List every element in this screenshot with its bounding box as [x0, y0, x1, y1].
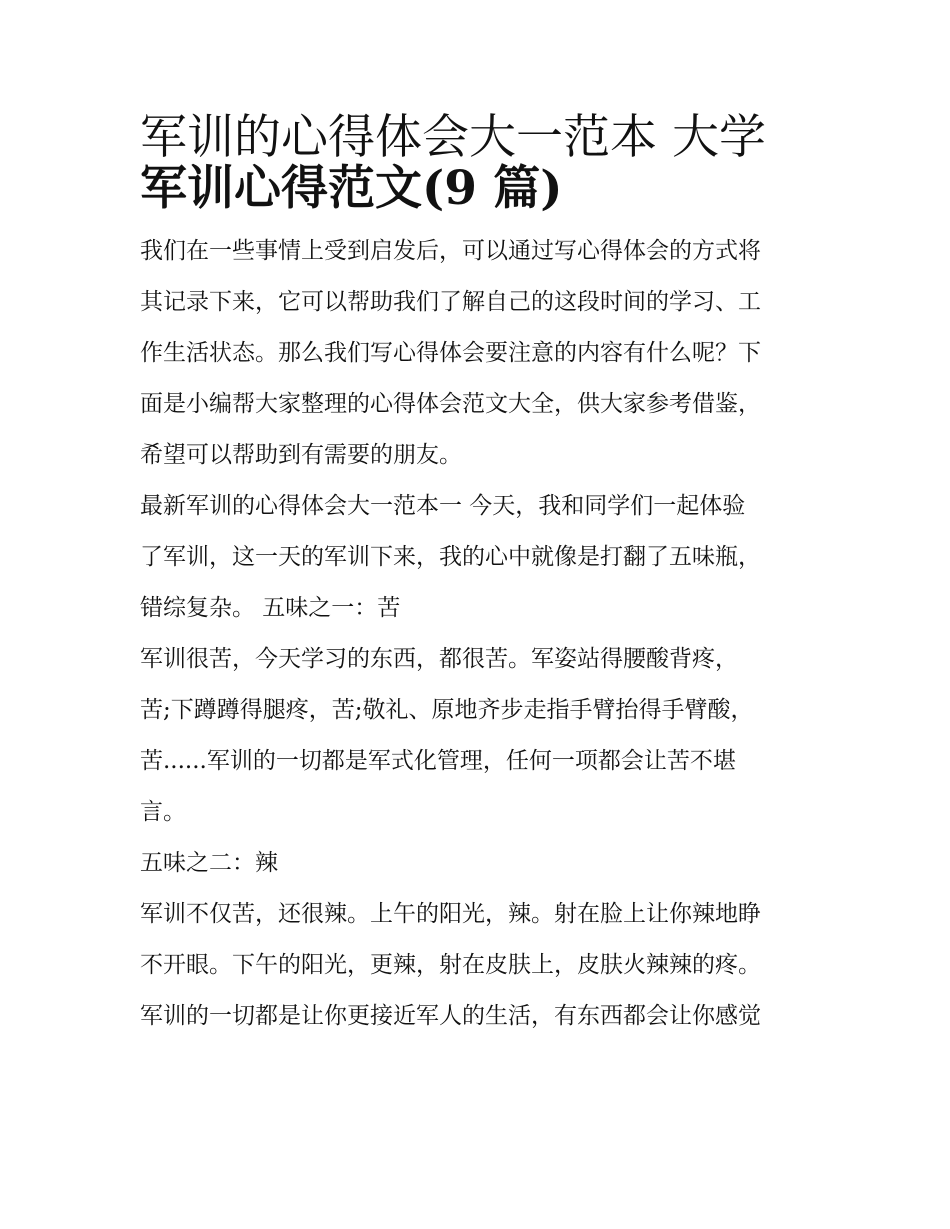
text-line: 作生活状态。那么我们写心得体会要注意的内容有什么呢？下	[140, 340, 761, 366]
text-line: 苦......军训的一切都是军式化管理，任何一项都会让苦不堪	[140, 748, 736, 774]
paragraph-bitter	[140, 634, 820, 838]
text-line: 了军训，这一天的军训下来，我的心中就像是打翻了五味瓶，	[140, 544, 761, 570]
paragraph-intro	[140, 226, 820, 481]
text-line: 错综复杂。 五味之一：苦	[140, 595, 401, 621]
paragraph-spicy-heading	[140, 838, 820, 889]
text-line: 苦;下蹲蹲得腿疼，苦;敬礼、原地齐步走指手臂抬得手臂酸，	[140, 697, 754, 723]
text-line: 面是小编帮大家整理的心得体会范文大全，供大家参考借鉴，	[140, 391, 761, 417]
title-line: 军训心得范文(9 篇)	[140, 161, 563, 216]
text-line: 军训的一切都是让你更接近军人的生活，有东西都会让你感觉	[140, 1003, 761, 1029]
title-line: 军训的心得体会大一范本 大学	[140, 110, 766, 165]
paragraph-article-1-start	[140, 481, 820, 634]
text-line: 言。	[140, 799, 186, 825]
text-line: 军训很苦，今天学习的东西，都很苦。军姿站得腰酸背疼，	[140, 646, 738, 672]
text-line: 最新军训的心得体会大一范本一 今天，我和同学们一起体验	[140, 493, 746, 519]
text-line: 其记录下来，它可以帮助我们了解自己的这段时间的学习、工	[140, 289, 761, 315]
document-title	[140, 112, 820, 214]
text-line: 不开眼。下午的阳光，更辣，射在皮肤上，皮肤火辣辣的疼。	[140, 952, 761, 978]
paragraph-spicy	[140, 889, 820, 1042]
text-line: 军训不仅苦，还很辣。上午的阳光，辣。射在脸上让你辣地睁	[140, 901, 761, 927]
document-body	[140, 226, 820, 1042]
document-content	[140, 112, 820, 1042]
text-line: 五味之二：辣	[140, 850, 278, 876]
text-line: 希望可以帮助到有需要的朋友。	[140, 442, 462, 468]
text-line: 我们在一些事情上受到启发后，可以通过写心得体会的方式将	[140, 238, 761, 264]
